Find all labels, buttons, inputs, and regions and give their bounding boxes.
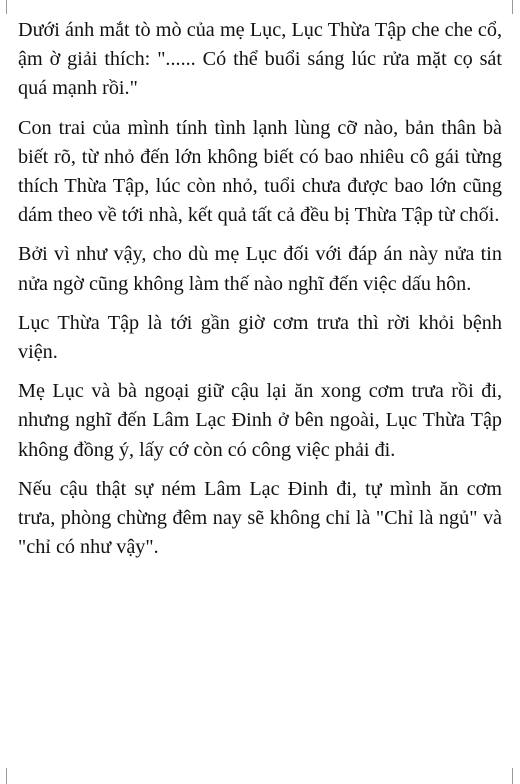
paragraph: Nếu cậu thật sự ném Lâm Lạc Đinh đi, tự mình ăn cơm trưa, phòng chừng đêm nay sẽ không chỉ là "Chỉ là ngủ" và "chỉ có như vậy". [18,477,502,559]
crop-mark-top-right [512,0,513,14]
paragraph: Con trai của mình tính tình lạnh lùng cỡ nào, bản thân bà biết rõ, từ nhỏ đến lớn không biết có bao nhiêu cô gái từng thích Thừa Tập, lúc còn nhỏ, tuổi chưa được bao lớn cũng dám theo về tới nhà, kết quả tất cả đều bị Thừa Tập từ chối. [18,116,502,227]
paragraph: Mẹ Lục và bà ngoại giữ cậu lại ăn xong cơm trưa rồi đi, nhưng nghĩ đến Lâm Lạc Đinh ở bên ngoài, Lục Thừa Tập không đồng ý, lấy cớ còn có công việc phải đi. [18,380,502,461]
paragraph: Lục Thừa Tập là tới gần giờ cơm trưa thì rời khỏi bệnh viện. [18,311,502,364]
crop-mark-bottom-left [6,768,7,784]
paragraph: Bởi vì như vậy, cho dù mẹ Lục đối với đáp án này nửa tin nửa ngờ cũng không làm thế nào nghĩ đến việc dấu hôn. [18,243,502,295]
crop-mark-top-left [6,0,7,14]
crop-mark-bottom-right [512,768,513,784]
document-body [18,16,502,572]
paragraph: Dưới ánh mắt tò mò của mẹ Lục, Lục Thừa Tập che che cổ, ậm ờ giải thích: "...... Có thể buổi sáng lúc rửa mặt cọ sát quá mạnh rồi." [18,19,502,100]
